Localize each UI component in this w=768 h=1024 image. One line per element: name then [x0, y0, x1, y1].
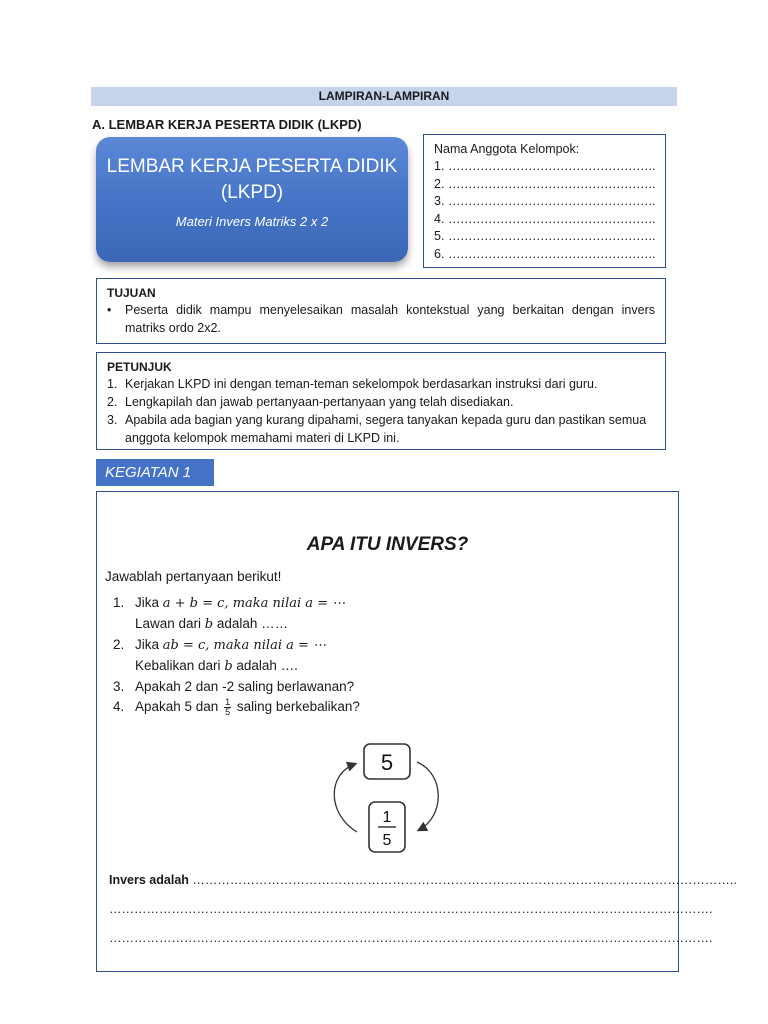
petunjuk-num: 3.	[107, 413, 118, 427]
tujuan-item	[107, 301, 655, 337]
member-blank: …………………………………………….	[448, 246, 655, 261]
question-num: 2.	[113, 637, 125, 652]
member-num: 5.	[434, 229, 445, 243]
question-text	[135, 697, 360, 717]
box-five-label: 5	[380, 750, 394, 775]
invers-answer-line3[interactable]: ……………………………………………………………………………………………………………………………….	[109, 931, 713, 945]
question-item	[113, 697, 360, 717]
member-num: 4.	[434, 211, 445, 226]
q1-sub-post: adalah ……	[213, 616, 289, 631]
lkpd-card-subtitle: Materi Invers Matriks 2 x 2	[175, 214, 329, 229]
lkpd-title-line2: (LKPD)	[220, 182, 284, 203]
member-num: 1.	[434, 159, 445, 173]
members-heading: Nama Anggota Kelompok:	[434, 142, 580, 156]
question-item	[113, 677, 360, 697]
petunjuk-heading: PETUNJUK	[107, 360, 172, 374]
member-blank: …………………………………………….	[448, 159, 655, 173]
tujuan-text: Peserta didik mampu menyelesaikan masalah kontekstual yang berkaitan dengan invers matriks ordo 2x2.	[125, 303, 655, 335]
petunjuk-text: Apabila ada bagian yang kurang dipahami, segera tanyakan kepada guru dan pastikan semua anggota kelompok memahami materi di LKPD ini.	[125, 413, 647, 445]
invers-answer-line1[interactable]	[109, 873, 737, 887]
q1-sub-var: b	[204, 617, 214, 632]
section-a-heading: A. LEMBAR KERJA PESERTA DIDIK (LKPD)	[92, 117, 362, 132]
activity-title: APA ITU INVERS?	[306, 534, 469, 555]
petunjuk-item	[107, 411, 655, 447]
q2-pre: Jika	[135, 637, 163, 652]
question-subtext	[135, 614, 288, 635]
q2-sub-var: b	[224, 659, 233, 674]
lkpd-card-title	[96, 154, 408, 206]
member-num: 2.	[434, 176, 445, 191]
kegiatan-tab: KEGIATAN 1	[96, 459, 214, 486]
member-row[interactable]	[434, 246, 655, 264]
activity-box	[96, 491, 737, 972]
q4-post: saling berkebalikan?	[233, 699, 360, 714]
member-row[interactable]	[434, 193, 655, 211]
petunjuk-text: Lengkapilah dan jawab pertanyaan-pertanyaan yang telah disediakan.	[125, 395, 514, 409]
member-blank: …………………………………………….	[448, 194, 655, 208]
petunjuk-num: 1.	[107, 377, 118, 391]
lampiran-banner	[91, 87, 677, 106]
petunjuk-text: Kerjakan LKPD ini dengan teman-teman sekelompok berdasarkan instruksi dari guru.	[125, 377, 598, 391]
q4-frac-den: 5	[225, 706, 231, 717]
q4-fraction	[224, 698, 231, 717]
member-row[interactable]	[434, 228, 655, 246]
member-blank: …………………………………………….	[448, 176, 655, 191]
member-blank: …………………………………………….	[448, 229, 655, 243]
question-subtext	[135, 656, 298, 677]
q1-math: a + b = c, maka nilai a = ⋯	[162, 596, 346, 611]
reciprocal-diagram	[327, 734, 447, 859]
group-members-box	[423, 134, 666, 268]
lkpd-title-line1: LEMBAR KERJA PESERTA DIDIK	[106, 156, 398, 177]
tujuan-heading: TUJUAN	[107, 286, 156, 300]
box-frac-den: 5	[382, 832, 392, 849]
member-blank: …………………………………………….	[448, 211, 655, 226]
question-text	[135, 635, 326, 656]
box-frac-num: 1	[382, 809, 392, 826]
answer-dots: …………………………………………………………………………………………………………………..	[188, 873, 737, 887]
q4-frac-num: 1	[225, 696, 231, 707]
question-item	[113, 635, 360, 656]
invers-answer-line2[interactable]: ……………………………………………………………………………………………………………………………….	[109, 902, 713, 916]
q2-math: ab = c, maka nilai a = ⋯	[162, 638, 327, 653]
lkpd-title-card	[96, 137, 408, 262]
tujuan-box	[96, 278, 666, 344]
activity-intro: Jawablah pertanyaan berikut!	[105, 569, 282, 584]
member-row[interactable]	[434, 176, 655, 194]
member-row[interactable]	[434, 211, 655, 229]
question-item	[113, 593, 360, 614]
question-num: 4.	[113, 699, 125, 714]
q1-pre: Jika	[135, 595, 163, 610]
question-subline	[113, 656, 360, 677]
q4-pre: Apakah 5 dan	[135, 699, 223, 714]
question-num: 1.	[113, 595, 125, 610]
invers-label: Invers adalah	[109, 873, 189, 887]
q2-sub-pre: Kebalikan dari	[135, 658, 225, 673]
member-num: 3.	[434, 194, 445, 208]
petunjuk-item	[107, 375, 655, 393]
banner-title: LAMPIRAN-LAMPIRAN	[318, 89, 450, 103]
q2-sub-post: adalah ….	[232, 658, 298, 673]
left-arrow-icon	[334, 764, 357, 832]
question-num: 3.	[113, 679, 125, 694]
question-text: Apakah 2 dan -2 saling berlawanan?	[135, 679, 355, 694]
q1-sub-pre: Lawan dari	[135, 616, 205, 631]
right-arrow-icon	[417, 762, 438, 830]
petunjuk-num: 2.	[107, 395, 118, 409]
member-row[interactable]	[434, 158, 655, 176]
petunjuk-item	[107, 393, 655, 411]
question-subline	[113, 614, 360, 635]
question-list	[113, 593, 360, 717]
bullet-icon: •	[107, 303, 112, 317]
question-text	[135, 593, 345, 614]
member-num: 6.	[434, 246, 445, 261]
petunjuk-box	[96, 352, 666, 450]
